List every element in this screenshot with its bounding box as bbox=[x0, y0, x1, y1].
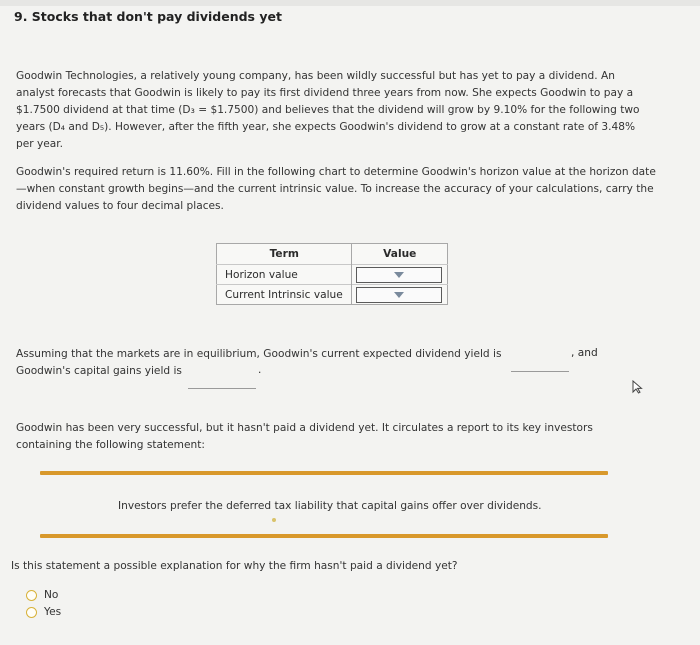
intro-paragraph-1: Goodwin Technologies, a relatively young company, has been wildly successful but has yet to pay a dividend. An analyst forecasts that Goodwin is likely to pay its first dividend three years from now. She expects Goodwin to pay a $1.7500 dividend at that time (D₃ = $1.7500) and believes that the dividend will grow by 9.10% for the following two years (D₄ and D₅). However, after the fifth year, she expects Goodwin's dividend to grow at a constant rate of 3.48% per year. bbox=[16, 70, 640, 150]
capital-gains-yield-blank[interactable] bbox=[188, 377, 256, 389]
valuation-chart bbox=[216, 243, 448, 305]
option-no-label: No bbox=[44, 589, 59, 601]
report-intro: Goodwin has been very successful, but it hasn't paid a dividend yet. It circulates a report to its key investors containing the following statement: bbox=[16, 422, 593, 451]
term-header: Term bbox=[217, 244, 352, 265]
report-statement: Investors prefer the deferred tax liability that capital gains offer over dividends. bbox=[118, 500, 542, 512]
equilibrium-text-4: . bbox=[258, 364, 262, 376]
intrinsic-value-label: Current Intrinsic value bbox=[217, 285, 352, 305]
chevron-down-icon bbox=[394, 272, 404, 278]
equilibrium-text-2: , and bbox=[571, 347, 598, 359]
horizon-value-label: Horizon value bbox=[217, 265, 352, 285]
option-yes[interactable] bbox=[26, 606, 61, 618]
radio-yes[interactable] bbox=[26, 607, 37, 618]
small-dot bbox=[272, 518, 276, 522]
capital-gains-text bbox=[16, 363, 182, 380]
intro-paragraph-2: Goodwin's required return is 11.60%. Fill in the following chart to determine Goodwin's horizon value at the horizon date—when constant growth begins—and the current intrinsic value. To increase the accuracy of your calculations, carry the dividend values to four decimal places. bbox=[16, 166, 656, 212]
statement-bottom-rule bbox=[40, 534, 608, 538]
mouse-cursor-icon bbox=[631, 380, 645, 394]
equilibrium-text-3: Goodwin's capital gains yield is bbox=[16, 365, 182, 377]
option-no[interactable] bbox=[26, 589, 58, 601]
table-row bbox=[217, 285, 448, 305]
dividend-yield-blank[interactable] bbox=[511, 360, 569, 372]
value-header: Value bbox=[383, 248, 417, 260]
option-yes-label: Yes bbox=[44, 606, 62, 618]
horizon-value-dropdown[interactable] bbox=[356, 267, 442, 283]
question-title: 9. Stocks that don't pay dividends yet bbox=[14, 9, 282, 24]
table-row bbox=[217, 265, 448, 285]
top-strip bbox=[0, 0, 700, 6]
equilibrium-text-1: Assuming that the markets are in equilibrium, Goodwin's current expected dividend yield is bbox=[16, 348, 502, 360]
question-text: Is this statement a possible explanation for why the firm hasn't paid a dividend yet? bbox=[11, 560, 458, 572]
intrinsic-value-dropdown[interactable] bbox=[356, 287, 442, 303]
chevron-down-icon bbox=[394, 292, 404, 298]
radio-no[interactable] bbox=[26, 590, 37, 601]
statement-top-rule bbox=[40, 471, 608, 475]
